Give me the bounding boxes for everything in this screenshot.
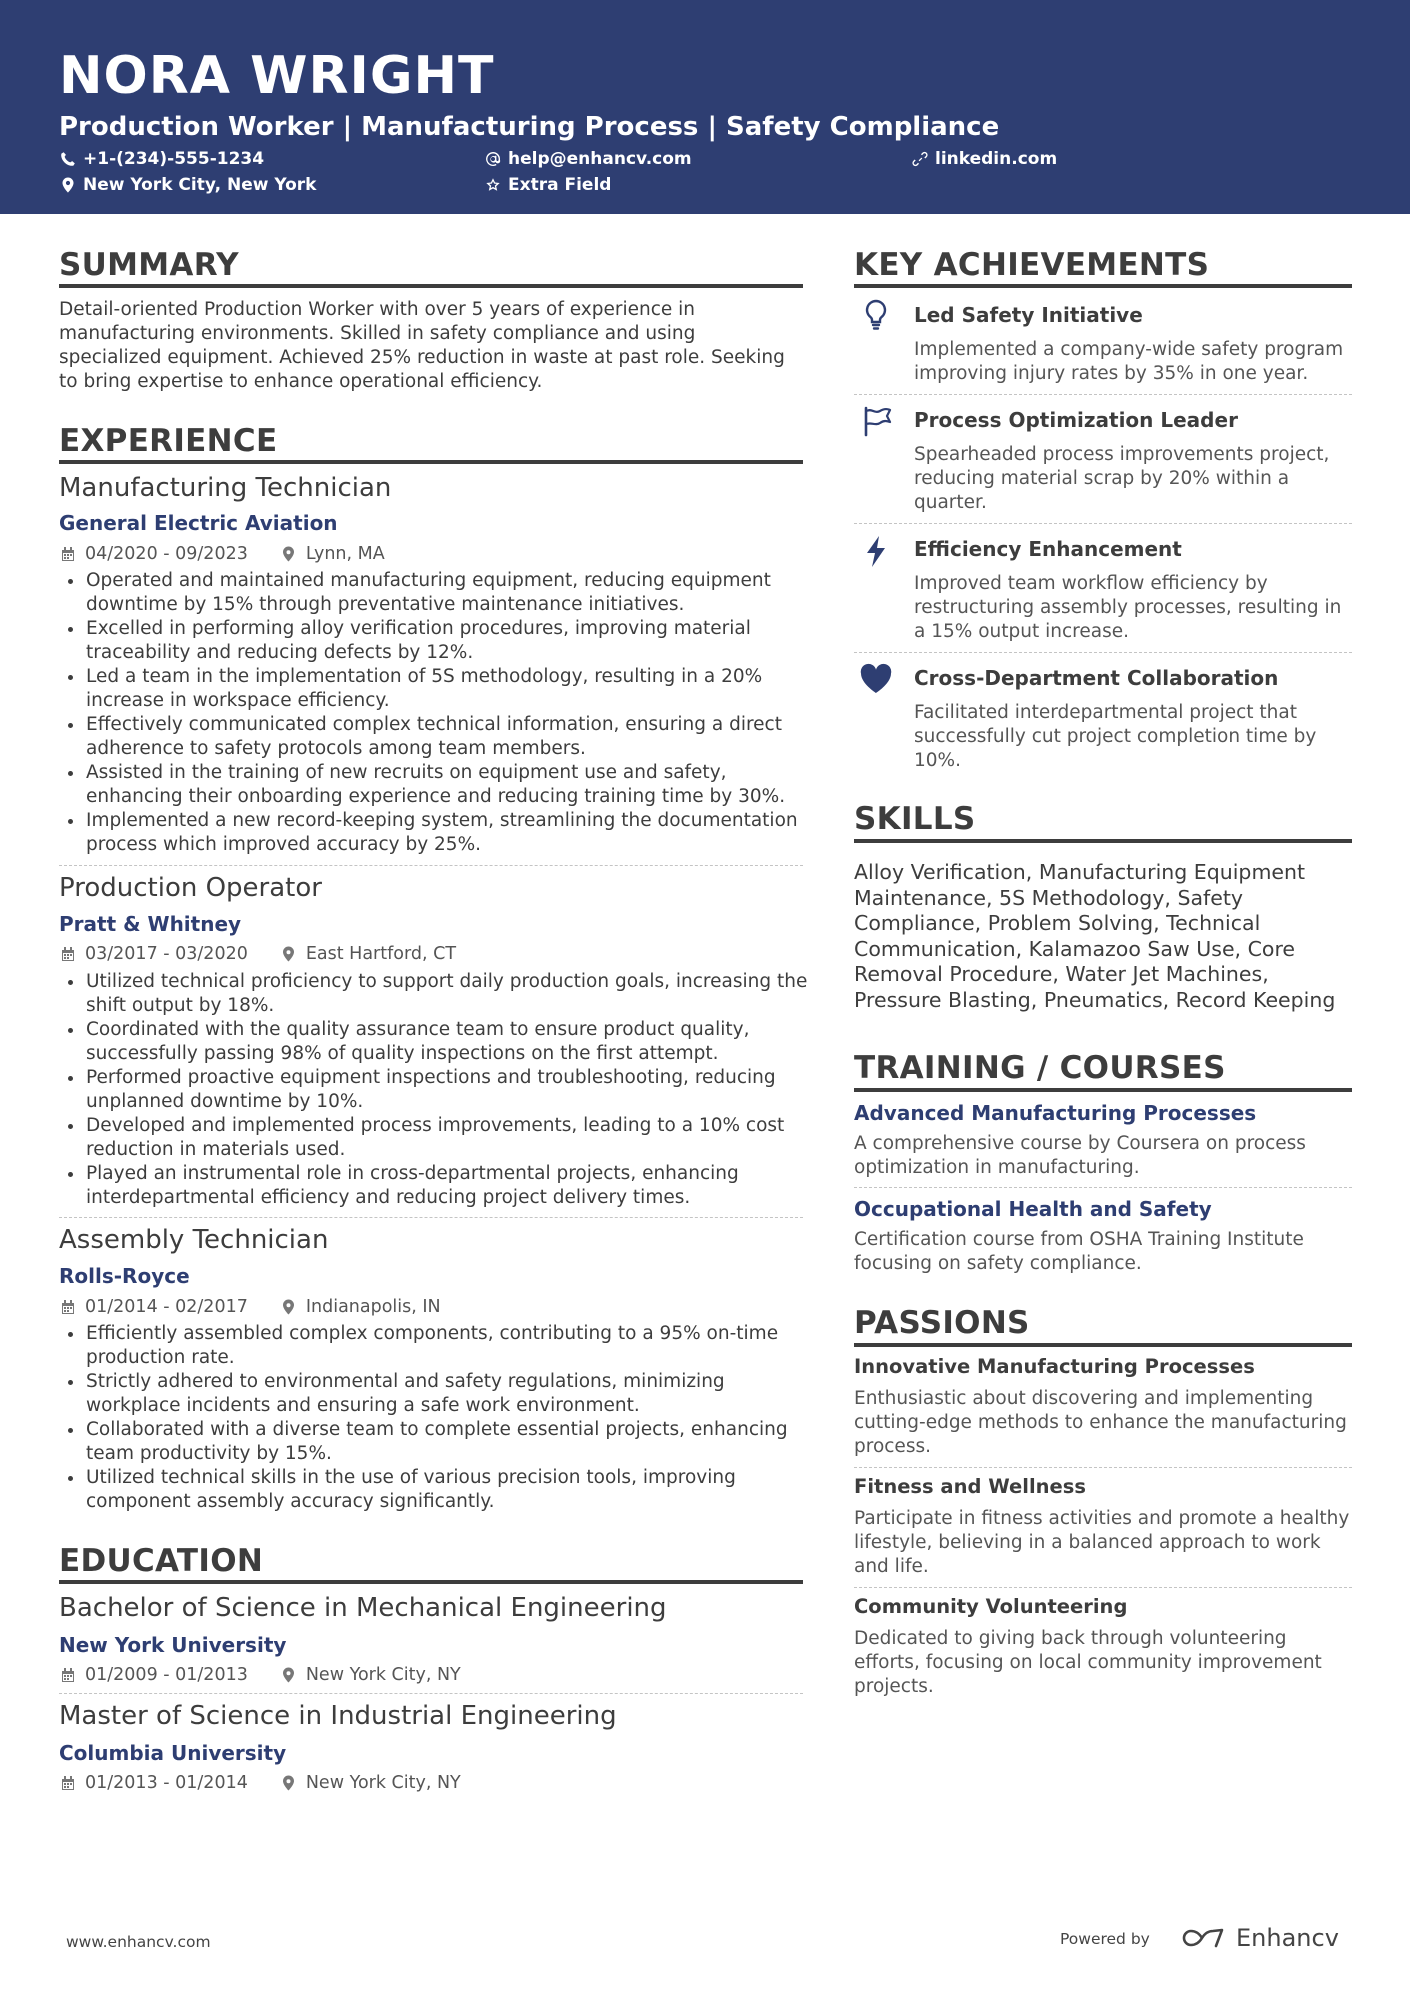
skills-list: Alloy Verification, Manufacturing Equipment Maintenance, 5S Methodology, Safety Compliance, Problem Solving, Technical Communication, Kalamazoo Saw Use, Core Removal Procedure, Water Jet Machines, Pressure Blasting, Pneumatics, Record Keeping	[854, 860, 1336, 1012]
education-meta	[61, 1664, 461, 1686]
contact-extra	[485, 174, 611, 196]
job-company[interactable]: Pratt & Whitney	[59, 912, 242, 936]
list-item: Operated and maintained manufacturing equipment, reducing equipment downtime by 15% through preventative maintenance initiatives.	[59, 569, 809, 617]
passion-desc: Enthusiastic about discovering and implementing cutting-edge methods to enhance the manufacturing process.	[854, 1388, 1347, 1457]
job-meta	[61, 943, 456, 965]
link-icon	[912, 151, 928, 167]
education-location	[282, 1664, 461, 1686]
calendar-icon	[61, 1299, 75, 1315]
job-company[interactable]: Rolls-Royce	[59, 1264, 190, 1288]
job-location-text: Lynn, MA	[305, 544, 385, 564]
achievement-title: Led Safety Initiative	[914, 303, 1143, 327]
contact-email[interactable]	[485, 148, 692, 170]
divider	[854, 523, 1352, 524]
achievement-title: Process Optimization Leader	[914, 408, 1238, 432]
job-company[interactable]: General Electric Aviation	[59, 511, 338, 535]
achievement-title: Efficiency Enhancement	[914, 537, 1182, 561]
education-dates: 01/2013 - 01/2014	[85, 1773, 248, 1793]
list-item: Excelled in performing alloy verification procedures, improving material traceability and reducing defects by 12%.	[59, 617, 809, 665]
list-item: Developed and implemented process improvements, leading to a 10% cost reduction in materials used.	[59, 1114, 809, 1162]
flag-icon	[857, 400, 899, 442]
job-location	[282, 943, 456, 965]
passion-desc: Participate in fitness activities and promote a healthy lifestyle, believing in a balanced approach to work and life.	[854, 1508, 1350, 1577]
summary-heading: SUMMARY	[59, 247, 239, 283]
skills-rule	[854, 839, 1352, 843]
list-item: Strictly adhered to environmental and safety regulations, minimizing workplace incidents and ensuring a safe work environment.	[59, 1370, 809, 1418]
job-location-text: Indianapolis, IN	[305, 1297, 441, 1317]
location-text: New York City, New York	[83, 175, 317, 195]
job-bullets	[59, 569, 809, 857]
education-meta	[61, 1772, 461, 1794]
job-bullets	[59, 970, 809, 1210]
experience-heading: EXPERIENCE	[59, 423, 278, 459]
calendar-icon	[61, 546, 75, 562]
list-item: Implemented a new record-keeping system, streamlining the documentation process which improved accuracy by 25%.	[59, 809, 809, 857]
passions-heading: PASSIONS	[854, 1305, 1030, 1341]
achievement-desc: Facilitated interdepartmental project that successfully cut project completion time by 10%.	[914, 702, 1317, 771]
summary-text: Detail-oriented Production Worker with over 5 years of experience in manufacturing environments. Skilled in safety compliance and using specialized equipment. Achieved 25% reduction in waste at past role. Seeking to bring expertise to enhance operational efficiency.	[59, 299, 785, 392]
divider	[59, 1693, 803, 1694]
education-degree: Master of Science in Industrial Engineering	[59, 1701, 617, 1731]
contact-linkedin[interactable]	[912, 148, 1057, 170]
job-meta	[61, 543, 385, 565]
footer-url[interactable]: www.enhancv.com	[66, 1933, 211, 1951]
list-item: Efficiently assembled complex components, contributing to a 95% on-time production rate.	[59, 1322, 809, 1370]
map-pin-icon	[60, 177, 76, 193]
experience-rule	[59, 460, 803, 464]
phone-icon	[60, 151, 76, 167]
email-text: help@enhancv.com	[508, 149, 692, 169]
achievement-desc: Improved team workflow efficiency by restructuring assembly processes, resulting in a 15% output increase.	[914, 573, 1342, 642]
passion-desc: Dedicated to giving back through volunteering efforts, focusing on local community improvement projects.	[854, 1628, 1322, 1697]
lightbulb-icon	[855, 294, 897, 336]
achievements-rule	[854, 284, 1352, 288]
education-school[interactable]: Columbia University	[59, 1741, 287, 1765]
summary-rule	[59, 284, 803, 288]
training-heading: TRAINING / COURSES	[854, 1050, 1226, 1086]
list-item: Utilized technical proficiency to support daily production goals, increasing the shift output by 18%.	[59, 970, 809, 1018]
job-location-text: East Hartford, CT	[305, 944, 457, 964]
passion-title: Innovative Manufacturing Processes	[854, 1355, 1255, 1378]
linkedin-text: linkedin.com	[935, 149, 1058, 169]
list-item: Collaborated with a diverse team to complete essential projects, enhancing team productivity by 15%.	[59, 1418, 809, 1466]
education-location	[282, 1772, 461, 1794]
achievement-title: Cross-Department Collaboration	[914, 666, 1279, 690]
resume-header	[0, 0, 1410, 214]
education-degree: Bachelor of Science in Mechanical Engineering	[59, 1593, 667, 1623]
calendar-icon	[61, 1775, 75, 1791]
education-location-text: New York City, NY	[305, 1665, 461, 1685]
job-role: Production Operator	[59, 873, 322, 903]
course-desc: A comprehensive course by Coursera on process optimization in manufacturing.	[854, 1133, 1306, 1178]
list-item: Led a team in the implementation of 5S methodology, resulting in a 20% increase in workspace efficiency.	[59, 665, 809, 713]
training-rule	[854, 1088, 1352, 1092]
list-item: Performed proactive equipment inspections and troubleshooting, reducing unplanned downtime by 10%.	[59, 1066, 809, 1114]
education-location-text: New York City, NY	[305, 1773, 461, 1793]
list-item: Coordinated with the quality assurance team to ensure product quality, successfully passing 98% of quality inspections on the first attempt.	[59, 1018, 809, 1066]
job-dates: 04/2020 - 09/2023	[85, 544, 248, 564]
map-pin-icon	[282, 946, 295, 962]
education-rule	[59, 1580, 803, 1584]
star-icon	[485, 177, 501, 193]
achievements-heading: KEY ACHIEVEMENTS	[854, 247, 1210, 283]
enhancv-logo-icon	[1180, 1926, 1228, 1950]
enhancv-logo[interactable]	[1180, 1924, 1339, 1952]
at-icon	[485, 151, 501, 167]
list-item: Assisted in the training of new recruits on equipment use and safety, enhancing their onboarding experience and reducing training time by 30%.	[59, 761, 809, 809]
divider	[854, 1587, 1352, 1588]
divider	[59, 865, 803, 866]
job-location	[282, 1296, 441, 1318]
divider	[854, 394, 1352, 395]
job-location	[282, 543, 385, 565]
job-bullets	[59, 1322, 809, 1514]
map-pin-icon	[282, 1299, 295, 1315]
candidate-headline: Production Worker | Manufacturing Process | Safety Compliance	[59, 112, 1000, 142]
course-desc: Certification course from OSHA Training Institute focusing on safety compliance.	[854, 1229, 1304, 1274]
skills-heading: SKILLS	[854, 801, 976, 837]
contact-phone[interactable]	[60, 148, 264, 170]
achievement-desc: Implemented a company-wide safety program improving injury rates by 35% in one year.	[914, 339, 1344, 384]
job-dates: 03/2017 - 03/2020	[85, 944, 248, 964]
education-dates: 01/2009 - 01/2013	[85, 1665, 248, 1685]
extra-field-text: Extra Field	[508, 175, 612, 195]
divider	[854, 652, 1352, 653]
list-item: Effectively communicated complex technical information, ensuring a direct adherence to safety protocols among team members.	[59, 713, 809, 761]
divider	[854, 1187, 1352, 1188]
education-school[interactable]: New York University	[59, 1633, 287, 1657]
list-item: Played an instrumental role in cross-departmental projects, enhancing interdepartmental efficiency and reducing project delivery times.	[59, 1162, 809, 1210]
passion-title: Community Volunteering	[854, 1595, 1128, 1618]
map-pin-icon	[282, 546, 295, 562]
divider	[854, 1467, 1352, 1468]
calendar-icon	[61, 946, 75, 962]
job-meta	[61, 1296, 441, 1318]
powered-by-label: Powered by	[1060, 1930, 1150, 1948]
lightning-bolt-icon	[855, 530, 897, 572]
brand-name: Enhancv	[1236, 1924, 1339, 1952]
passions-rule	[854, 1343, 1352, 1347]
course-title[interactable]: Advanced Manufacturing Processes	[854, 1101, 1257, 1125]
divider	[59, 1217, 803, 1218]
education-heading: EDUCATION	[59, 1543, 264, 1579]
map-pin-icon	[282, 1667, 295, 1683]
contact-location	[60, 174, 316, 196]
heart-icon	[855, 658, 897, 700]
map-pin-icon	[282, 1775, 295, 1791]
job-role: Manufacturing Technician	[59, 473, 392, 503]
phone-text: +1-(234)-555-1234	[83, 149, 265, 169]
passion-title: Fitness and Wellness	[854, 1475, 1086, 1498]
job-dates: 01/2014 - 02/2017	[85, 1297, 248, 1317]
achievement-desc: Spearheaded process improvements project, reducing material scrap by 20% within a quarter.	[914, 444, 1330, 513]
calendar-icon	[61, 1667, 75, 1683]
candidate-name: NORA WRIGHT	[59, 46, 495, 106]
list-item: Utilized technical skills in the use of various precision tools, improving component assembly accuracy significantly.	[59, 1466, 809, 1514]
course-title[interactable]: Occupational Health and Safety	[854, 1197, 1212, 1221]
job-role: Assembly Technician	[59, 1225, 329, 1255]
